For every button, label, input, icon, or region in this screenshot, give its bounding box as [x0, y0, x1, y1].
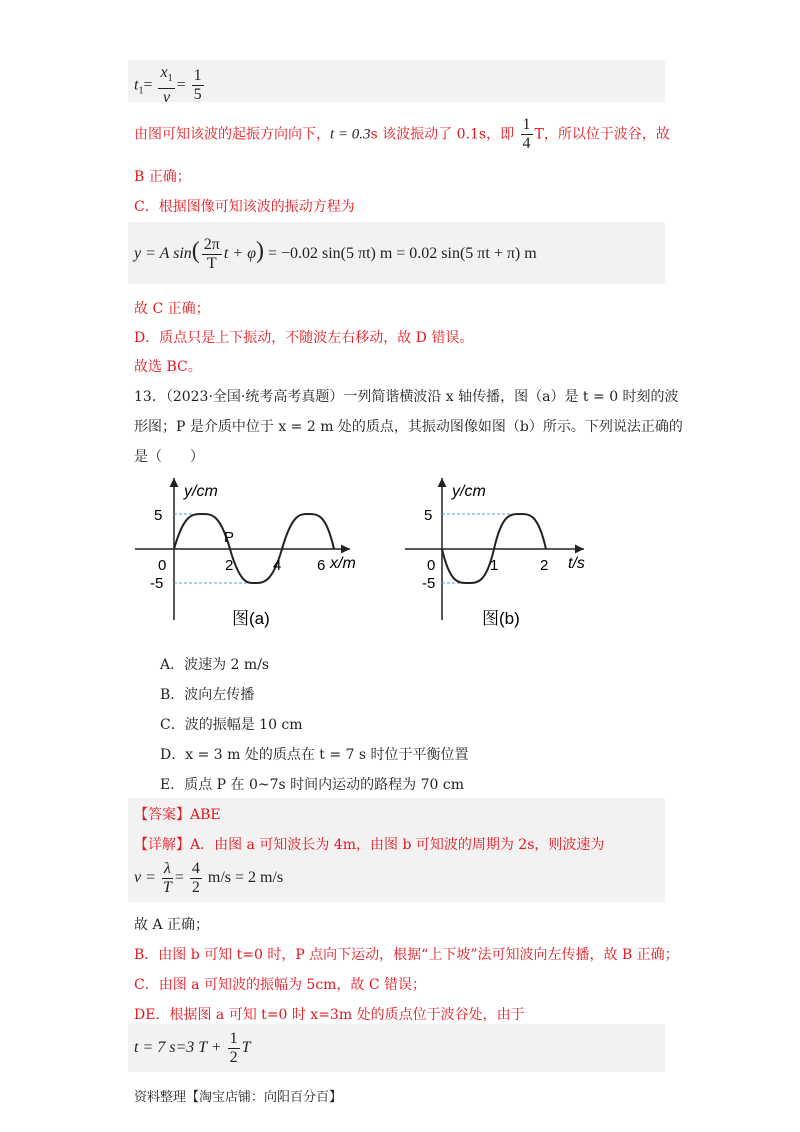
graph-a-tick-6: 6: [317, 557, 326, 574]
graph-b-tick-2: 2: [540, 557, 549, 574]
detail-a: 【详解】A．由图 a 可知波长为 4m，由图 b 可知波的周期为 2s，则波速为: [134, 837, 605, 853]
graph-a-ypos: 5: [154, 507, 163, 524]
text-d-wrong: D．质点只是上下振动，不随波左右移动，故 D 错误。: [134, 330, 474, 346]
graph-b-yneg: -5: [422, 575, 436, 592]
graph-a-yneg: -5: [150, 575, 164, 592]
graph-a: [130, 470, 370, 640]
graph-b-tick-1: 1: [490, 557, 499, 574]
option-d: D．x = 3 m 处的质点在 t = 7 s 时位于平衡位置: [160, 747, 469, 763]
graph-a-origin: 0: [158, 557, 167, 574]
formula-y: y = A sin( $\frac{2\pi}{T}$ t + φ) = −0.02 sin(5 πt) m = 0.02 sin(5 πt + π) m: [134, 236, 537, 272]
formula-t1: $t_1=$ $\frac{x_1}{v}$ = $\frac{1}{5}$: [134, 64, 202, 107]
frac-2pi-T: $\frac{2\pi}{T}$: [203, 236, 220, 272]
option-a: A．波速为 2 m/s: [160, 657, 270, 673]
formula-box-t1: [128, 60, 665, 102]
graph-a-tick-4: 4: [273, 557, 282, 574]
frac-half: $\frac{1}{2}$: [229, 1030, 238, 1066]
formula-t: t = 7 s=3 T + $\frac{1}{2}$ T: [134, 1030, 251, 1066]
frac-4-2: $\frac{4}{2}$: [191, 860, 200, 896]
text-c-detail: C．由图 a 可知波的振幅为 5cm，故 C 错误；: [134, 977, 427, 993]
graph-a-ylabel: y/cm: [184, 483, 218, 500]
option-e: E．质点 P 在 0~7s 时间内运动的路程为 70 cm: [160, 777, 465, 793]
answer-text: 【答案】ABE: [134, 807, 221, 823]
q13-line2: 形图；P 是介质中位于 x = 2 m 处的质点，其振动图像如图（b）所示。下列说法正确的: [134, 419, 683, 435]
graph-a-caption: 图(a): [232, 609, 270, 628]
graph-b-origin: 0: [427, 557, 436, 574]
option-c: C．波的振幅是 10 cm: [160, 717, 303, 733]
frac-x1-v: $\frac{x_1}{v}$: [160, 64, 173, 107]
frac-lambda-T: $\frac{\lambda}{T}$: [162, 860, 172, 896]
text-b-detail: B．由图 b 可知 t=0 时，P 点向下运动，根据“上下坡”法可知波向左传播，故 B 正确；: [134, 947, 679, 963]
text-c-correct: 故 C 正确；: [134, 301, 210, 317]
formula-v: v = $\frac{\lambda}{T}$ = $\frac{4}{2}$ m/s = 2 m/s: [134, 860, 284, 896]
frac-quarter: $\frac{1}{4}$: [522, 116, 531, 152]
graph-a-xlabel: x/m: [330, 555, 356, 572]
text-a-correct: 故 A 正确；: [134, 917, 210, 933]
graph-b: [400, 470, 600, 640]
text-select: 故选 BC。: [134, 359, 202, 375]
frac-1-5: $\frac{1}{5}$: [193, 67, 202, 104]
graph-b-ylabel: y/cm: [452, 483, 486, 500]
text-c-equation: C．根据图像可知该波的振动方程为: [134, 199, 355, 215]
q13-line3: 是（ ）: [134, 449, 204, 465]
graph-a-point-p: P: [224, 529, 235, 546]
text-de-detail: DE．根据图 a 可知 t=0 时 x=3m 处的质点位于波谷处，由于: [134, 1007, 525, 1023]
q13-line1: 13．（2023·全国·统考高考真题）一列简谐横波沿 x 轴传播，图（a）是 t = 0 时刻的波: [134, 389, 679, 405]
text-line-a: 由图可知该波的起振方向向下，t = 0.3s 该波振动了 0.1s，即 $\frac{1}{4}$ T，所以位于波谷，故: [134, 116, 670, 152]
graph-a-tick-2: 2: [225, 557, 234, 574]
graph-b-ypos: 5: [424, 507, 433, 524]
graph-b-xlabel: t/s: [568, 555, 585, 572]
footer-note: 资料整理【淘宝店铺：向阳百分百】: [134, 1090, 343, 1105]
graph-b-caption: 图(b): [482, 609, 520, 628]
text-b-correct: B 正确；: [134, 169, 191, 185]
option-b: B．波向左传播: [160, 687, 255, 703]
